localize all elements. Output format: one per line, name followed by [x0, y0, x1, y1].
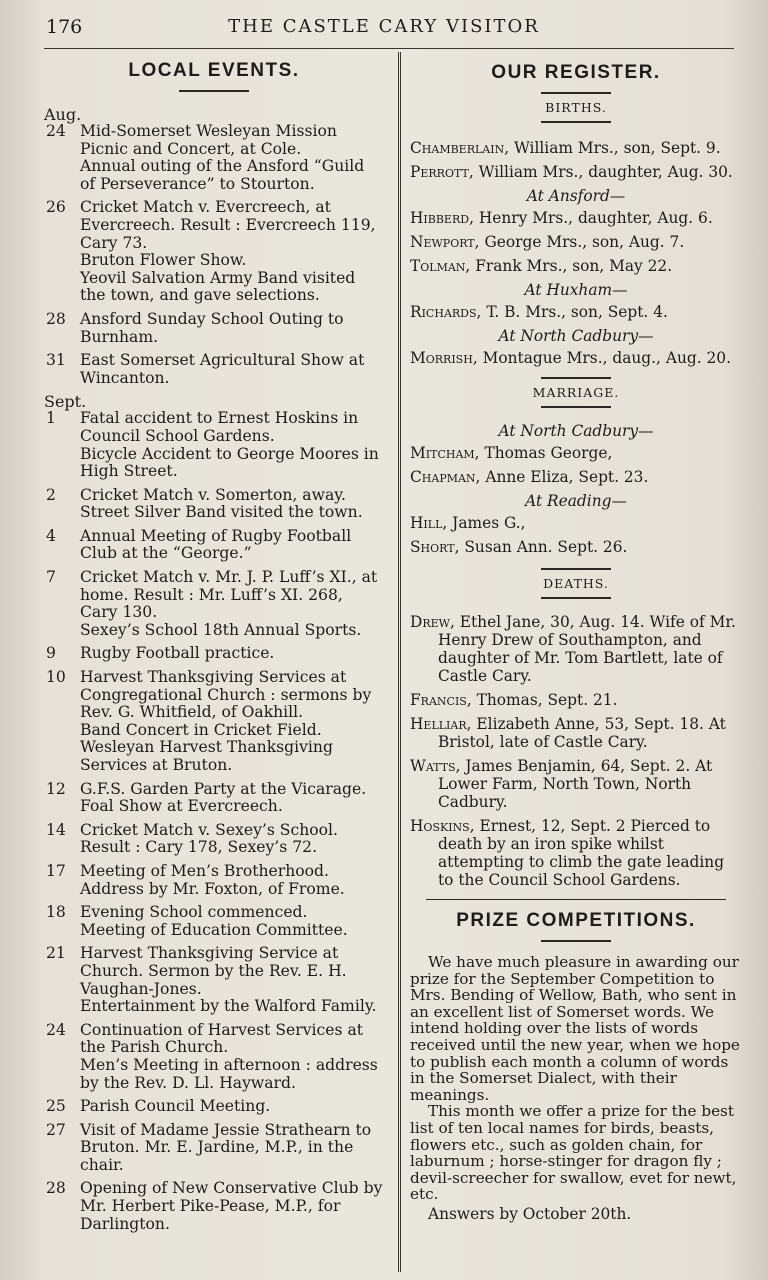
register-entry [410, 444, 742, 462]
place-heading: At North Cadbury— [498, 327, 654, 345]
event-line: Ansford Sunday School Outing to Burnham. [80, 309, 344, 346]
event-line: East Somerset Agricultural Show at Wincanton. [80, 351, 365, 387]
event-day: 7 [46, 568, 56, 587]
register-entry [410, 349, 742, 367]
prize-title: PRIZE COMPETITIONS. [456, 910, 696, 931]
deaths-list [410, 613, 742, 889]
event-line: Foal Show at Evercreech. [80, 797, 283, 816]
event-item [44, 1180, 384, 1233]
entry-details: , Ethel Jane, 30, Aug. 14. Wife of Mr. Henry Drew of Southampton, and daughter of Mr. Tom Bartlett, late of Castle Cary. [438, 613, 736, 685]
event-item [44, 123, 384, 193]
event-line: Meeting of Men’s Brotherhood. Address by Mr. Foxton, of Frome. [80, 861, 345, 898]
marriage-heading: MARRIAGE. [532, 385, 620, 400]
entry-details: , Elizabeth Anne, 53, Sept. 18. At Bristol, late of Castle Cary. [438, 715, 726, 751]
event-text [80, 945, 384, 1015]
deaths-heading: DEATHS. [543, 576, 609, 591]
births-list [410, 139, 742, 367]
entry-details: , James G., [442, 514, 526, 532]
running-title: THE CASTLE CARY VISITOR [228, 16, 540, 37]
event-line: Street Silver Band visited the town. [80, 503, 363, 522]
event-line: Cricket Match v. Mr. J. P. Luff’s XI., at home. Result : Mr. Luff’s XI. 268, Cary 130. [80, 568, 378, 622]
event-line: G.F.S. Garden Party at the Vicarage. [80, 779, 367, 798]
entry-surname: Hill [410, 514, 443, 532]
event-day: 10 [46, 668, 66, 687]
event-text [80, 311, 384, 346]
register-entry [410, 538, 742, 556]
event-item [44, 904, 384, 939]
entry-details: , Thomas George, [474, 444, 613, 462]
entry-details: , William Mrs., daughter, Aug. 30. [468, 163, 733, 181]
event-line: Cricket Match v. Somerton, away. [80, 485, 346, 504]
event-line: Parish Council Meeting. [80, 1097, 271, 1116]
entry-surname: Perrott [410, 163, 469, 181]
register-entry [410, 233, 742, 251]
event-line: Cricket Match v. Evercreech, at Evercreech. Result : Evercreech 119, Cary 73. [80, 198, 376, 252]
event-item [44, 352, 384, 387]
event-text [80, 904, 384, 939]
entry-surname: Tolman [410, 257, 466, 275]
event-item [44, 1098, 384, 1116]
entry-surname: Watts [410, 757, 456, 775]
event-text [80, 645, 384, 663]
title-rule [541, 940, 611, 942]
register-entry [410, 817, 742, 889]
register-entry [410, 715, 742, 751]
entry-surname: Hoskins [410, 817, 470, 835]
event-day: 21 [46, 944, 66, 963]
entry-surname: Helliar [410, 715, 467, 733]
event-line: Band Concert in Cricket Field. [80, 720, 322, 739]
event-item [44, 528, 384, 563]
entry-details: , T. B. Mrs., son, Sept. 4. [476, 303, 668, 321]
event-day: 1 [46, 409, 56, 428]
entry-details: , James Benjamin, 64, Sept. 2. At Lower Farm, North Town, North Cadbury. [438, 757, 713, 811]
event-line: Bicycle Accident to George Moores in High Street. [80, 444, 379, 481]
event-day: 24 [46, 122, 66, 140]
entry-surname: Chamberlain [410, 139, 505, 157]
event-text [80, 123, 384, 193]
event-line: Sexey’s School 18th Annual Sports. [80, 620, 362, 639]
event-text [80, 569, 384, 639]
event-day: 2 [46, 485, 56, 504]
entry-surname: Chapman [410, 468, 476, 486]
event-item [44, 945, 384, 1015]
register-entry [410, 613, 742, 685]
month-label: Sept. [44, 392, 87, 412]
event-item [44, 199, 384, 305]
section-rule [541, 597, 611, 599]
event-day: 4 [46, 526, 56, 545]
event-item [44, 410, 384, 480]
event-text [80, 863, 384, 898]
event-day: 17 [46, 861, 66, 880]
event-item [44, 645, 384, 663]
event-text [80, 528, 384, 563]
entry-surname: Francis [410, 691, 467, 709]
event-text [80, 822, 384, 857]
event-day: 26 [46, 198, 66, 217]
register-title: OUR REGISTER. [491, 62, 661, 83]
event-line: Fatal accident to Ernest Hoskins in Council School Gardens. [80, 409, 359, 445]
births-heading: BIRTHS. [545, 100, 607, 115]
register-entry [410, 209, 742, 227]
entry-surname: Hibberd [410, 209, 470, 227]
event-day: 14 [46, 820, 66, 839]
entry-surname: Richards [410, 303, 477, 321]
section-rule [541, 121, 611, 123]
page-header [0, 14, 768, 44]
place-heading: At North Cadbury— [498, 422, 654, 440]
event-line: Annual outing of the Ansford “Guild of Perseverance” to Stourton. [80, 157, 365, 193]
event-day: 12 [46, 779, 66, 798]
title-rule [541, 92, 611, 94]
register-entry [410, 757, 742, 811]
marriage-list [410, 422, 742, 556]
event-line: Harvest Thanksgiving Service at Church. Sermon by the Rev. E. H. Vaughan-Jones. [80, 944, 347, 998]
local-events-title: LOCAL EVENTS. [128, 60, 300, 81]
event-text [80, 199, 384, 305]
event-item [44, 569, 384, 639]
entry-details: , Susan Ann. Sept. 26. [454, 538, 628, 556]
event-text [80, 410, 384, 480]
page-number: 176 [46, 16, 83, 38]
register-column [410, 56, 742, 1223]
event-line: Visit of Madame Jessie Strathearn to Bruton. Mr. E. Jardine, M.P., in the chair. [80, 1120, 372, 1174]
title-rule [179, 90, 249, 92]
entry-surname: Morrish [410, 349, 473, 367]
event-item [44, 669, 384, 775]
event-line: Mid-Somerset Wesleyan Mission Picnic and Concert, at Cole. [80, 122, 337, 158]
entry-surname: Mitcham [410, 444, 475, 462]
prize-answers-deadline: Answers by October 20th. [428, 1204, 632, 1223]
event-text [80, 487, 384, 522]
event-line: Rugby Football practice. [80, 644, 275, 663]
event-line: Cricket Match v. Sexey’s School. Result : Cary 178, Sexey’s 72. [80, 820, 338, 857]
event-day: 31 [46, 351, 66, 370]
section-rule [541, 406, 611, 408]
event-day: 24 [46, 1020, 66, 1039]
event-line: Opening of New Conservative Club by Mr. Herbert Pike-Pease, M.P., for Darlington. [80, 1179, 383, 1233]
register-entry [410, 163, 742, 181]
place-heading: At Huxham— [524, 281, 628, 299]
event-item [44, 863, 384, 898]
register-entry [410, 303, 742, 321]
register-entry [410, 139, 742, 157]
event-day: 28 [46, 1179, 66, 1198]
event-text [80, 1098, 384, 1116]
section-rule [541, 377, 611, 379]
event-text [80, 1122, 384, 1175]
entry-details: , Montague Mrs., daug., Aug. 20. [472, 349, 731, 367]
event-line: Bruton Flower Show. [80, 251, 247, 270]
month-label: Aug. [44, 105, 82, 124]
event-line: Evening School commenced. [80, 903, 308, 922]
event-text [80, 669, 384, 775]
entry-surname: Drew [410, 613, 450, 631]
local-events-column [44, 56, 384, 1239]
register-entry [410, 468, 742, 486]
event-day: 9 [46, 644, 56, 663]
entry-surname: Newport [410, 233, 475, 251]
prize-paragraph: This month we offer a prize for the best list of ten local names for birds, beasts, flowers etc., such as golden chain, for laburnum ; horse-stinger for dragon fly ; devil-screecher for swallow, evet for newt, etc. [410, 1102, 737, 1204]
event-line: Entertainment by the Walford Family. [80, 997, 377, 1016]
entry-details: , Anne Eliza, Sept. 23. [475, 468, 649, 486]
event-item [44, 822, 384, 857]
event-line: Meeting of Education Committee. [80, 920, 348, 939]
entry-details: , George Mrs., son, Aug. 7. [474, 233, 685, 251]
event-text [80, 781, 384, 816]
section-rule [541, 568, 611, 570]
event-item [44, 311, 384, 346]
event-day: 28 [46, 309, 66, 328]
entry-details: , William Mrs., son, Sept. 9. [504, 139, 721, 157]
event-line: Wesleyan Harvest Thanksgiving Services at Bruton. [80, 738, 333, 774]
event-text [80, 1022, 384, 1092]
event-day: 18 [46, 903, 66, 922]
place-heading: At Reading— [525, 492, 627, 510]
header-rule [44, 48, 734, 49]
event-item [44, 1122, 384, 1175]
event-line: Annual Meeting of Rugby Football Club at the “George.” [80, 526, 352, 563]
register-entry [410, 514, 742, 532]
events-list [44, 106, 384, 1233]
entry-surname: Short [410, 538, 455, 556]
entry-details: , Henry Mrs., daughter, Aug. 6. [469, 209, 713, 227]
entry-details: , Thomas, Sept. 21. [466, 691, 618, 709]
event-line: Men’s Meeting in afternoon : address by the Rev. D. Ll. Hayward. [80, 1055, 378, 1092]
event-item [44, 487, 384, 522]
prize-separator-rule [426, 899, 726, 900]
event-text [80, 1180, 384, 1233]
entry-details: , Ernest, 12, Sept. 2 Pierced to death by an iron spike whilst attempting to climb the gate leading to the Council School Gardens. [438, 817, 725, 889]
register-entry [410, 257, 742, 275]
event-text [80, 352, 384, 387]
event-day: 27 [46, 1120, 66, 1139]
event-item [44, 781, 384, 816]
column-divider [398, 52, 401, 1272]
event-line: Yeovil Salvation Army Band visited the town, and gave selections. [80, 268, 356, 305]
register-entry [410, 691, 742, 709]
event-item [44, 1022, 384, 1092]
entry-details: , Frank Mrs., son, May 22. [465, 257, 673, 275]
event-day: 25 [46, 1097, 66, 1116]
event-line: Harvest Thanksgiving Services at Congregational Church : sermons by Rev. G. Whitfield, of Oakhill. [80, 668, 372, 722]
prize-paragraph: We have much pleasure in awarding our prize for the September Competition to Mrs. Bending of Wellow, Bath, who sent in an excellent list of Somerset words. We intend holding over the lists of words received until the new year, when we hope to publish each month a column of words in the Somerset Dialect, with their meanings. [410, 953, 740, 1104]
event-line: Continuation of Harvest Services at the Parish Church. [80, 1020, 364, 1057]
place-heading: At Ansford— [526, 187, 626, 205]
